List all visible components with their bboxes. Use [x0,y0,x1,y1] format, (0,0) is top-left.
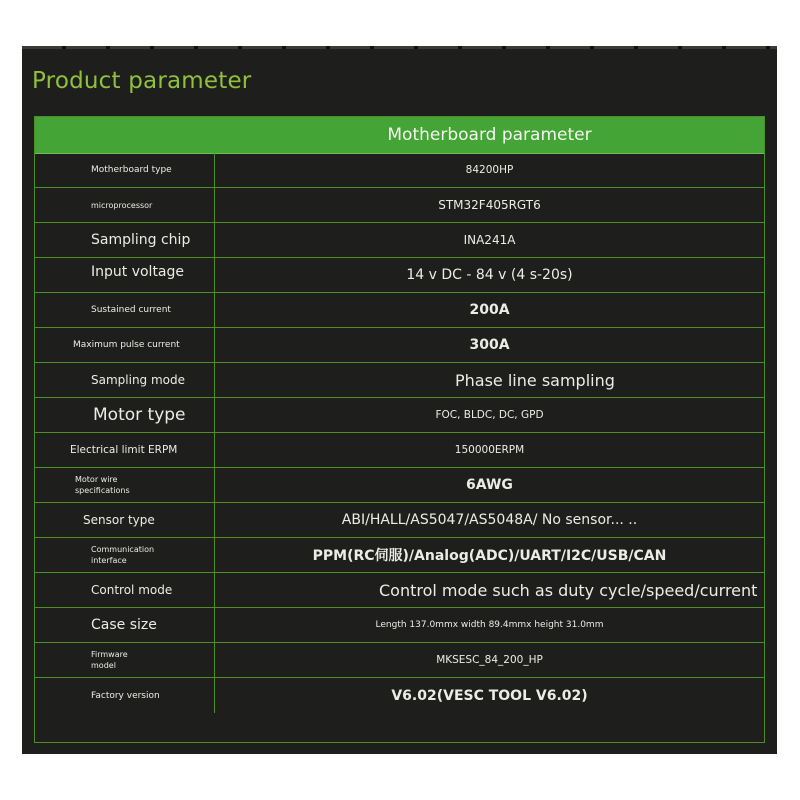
row-value: 150000ERPM [454,444,525,456]
page-title: Product parameter [32,68,252,94]
row-value: 6AWG [466,477,513,493]
row-label: Sampling chip [35,223,215,257]
row-value: V6.02(VESC TOOL V6.02) [391,687,588,704]
row-value: 200A [469,302,510,318]
parameter-rows [35,153,764,713]
table-row-motor-wire-specifications [35,468,764,503]
row-label-text: Motor wire specifications [75,475,130,495]
table-row-input-voltage [35,258,764,293]
row-value: ABI/HALL/AS5047/AS5048A/ No sensor... .. [341,512,638,528]
parameter-table [34,116,765,743]
row-label [35,468,215,502]
table-row-firmware-model [35,643,764,678]
row-label: Maximum pulse current [35,328,215,362]
row-label: Input voltage [35,258,215,292]
table-header-row [35,117,764,154]
table-row-sampling-chip [35,223,764,258]
row-value: 14 v DC - 84 v (4 s-20s) [406,267,573,283]
row-label: Sensor type [35,503,215,537]
table-row-sensor-type [35,503,764,538]
row-value: MKSESC_84_200_HP [436,654,543,666]
row-label: Control mode [35,573,215,607]
table-row-motherboard-type [35,153,764,188]
table-header-title: Motherboard parameter [387,125,592,145]
row-label: Motor type [35,398,215,432]
row-value: 300A [469,337,510,353]
top-divider [22,46,777,49]
row-value: PPM(RC伺服)/Analog(ADC)/UART/I2C/USB/CAN [312,548,667,564]
row-value: INA241A [463,233,516,247]
row-value: Control mode such as duty cycle/speed/current [379,580,758,600]
row-label [35,643,215,677]
row-value: 84200HP [465,164,514,176]
row-label: Factory version [35,678,215,713]
table-row-factory-version [35,678,764,713]
table-row-sustained-current [35,293,764,328]
table-row-microprocessor [35,188,764,223]
row-label: Sampling mode [35,363,215,397]
row-label: Electrical limit ERPM [35,433,215,467]
table-row-control-mode [35,573,764,608]
table-row-sampling-mode [35,363,764,398]
row-label-text: Firmware model [91,650,128,670]
row-label: Sustained current [35,293,215,327]
row-label [35,538,215,572]
table-row-communication-interface [35,538,764,573]
row-label: Motherboard type [35,153,215,187]
table-row-case-size [35,608,764,643]
row-label: Case size [35,608,215,642]
row-label: microprocessor [35,188,215,222]
row-value: FOC, BLDC, DC, GPD [435,409,544,421]
row-value: Phase line sampling [455,370,615,390]
table-row-motor-type [35,398,764,433]
row-value: STM32F405RGT6 [438,198,541,212]
table-row-electrical-limit-erpm [35,433,764,468]
product-parameter-panel [22,46,777,754]
row-value: Length 137.0mmx width 89.4mmx height 31.0mm [375,620,604,630]
row-label-text: Communication interface [91,545,155,565]
table-row-maximum-pulse-current [35,328,764,363]
